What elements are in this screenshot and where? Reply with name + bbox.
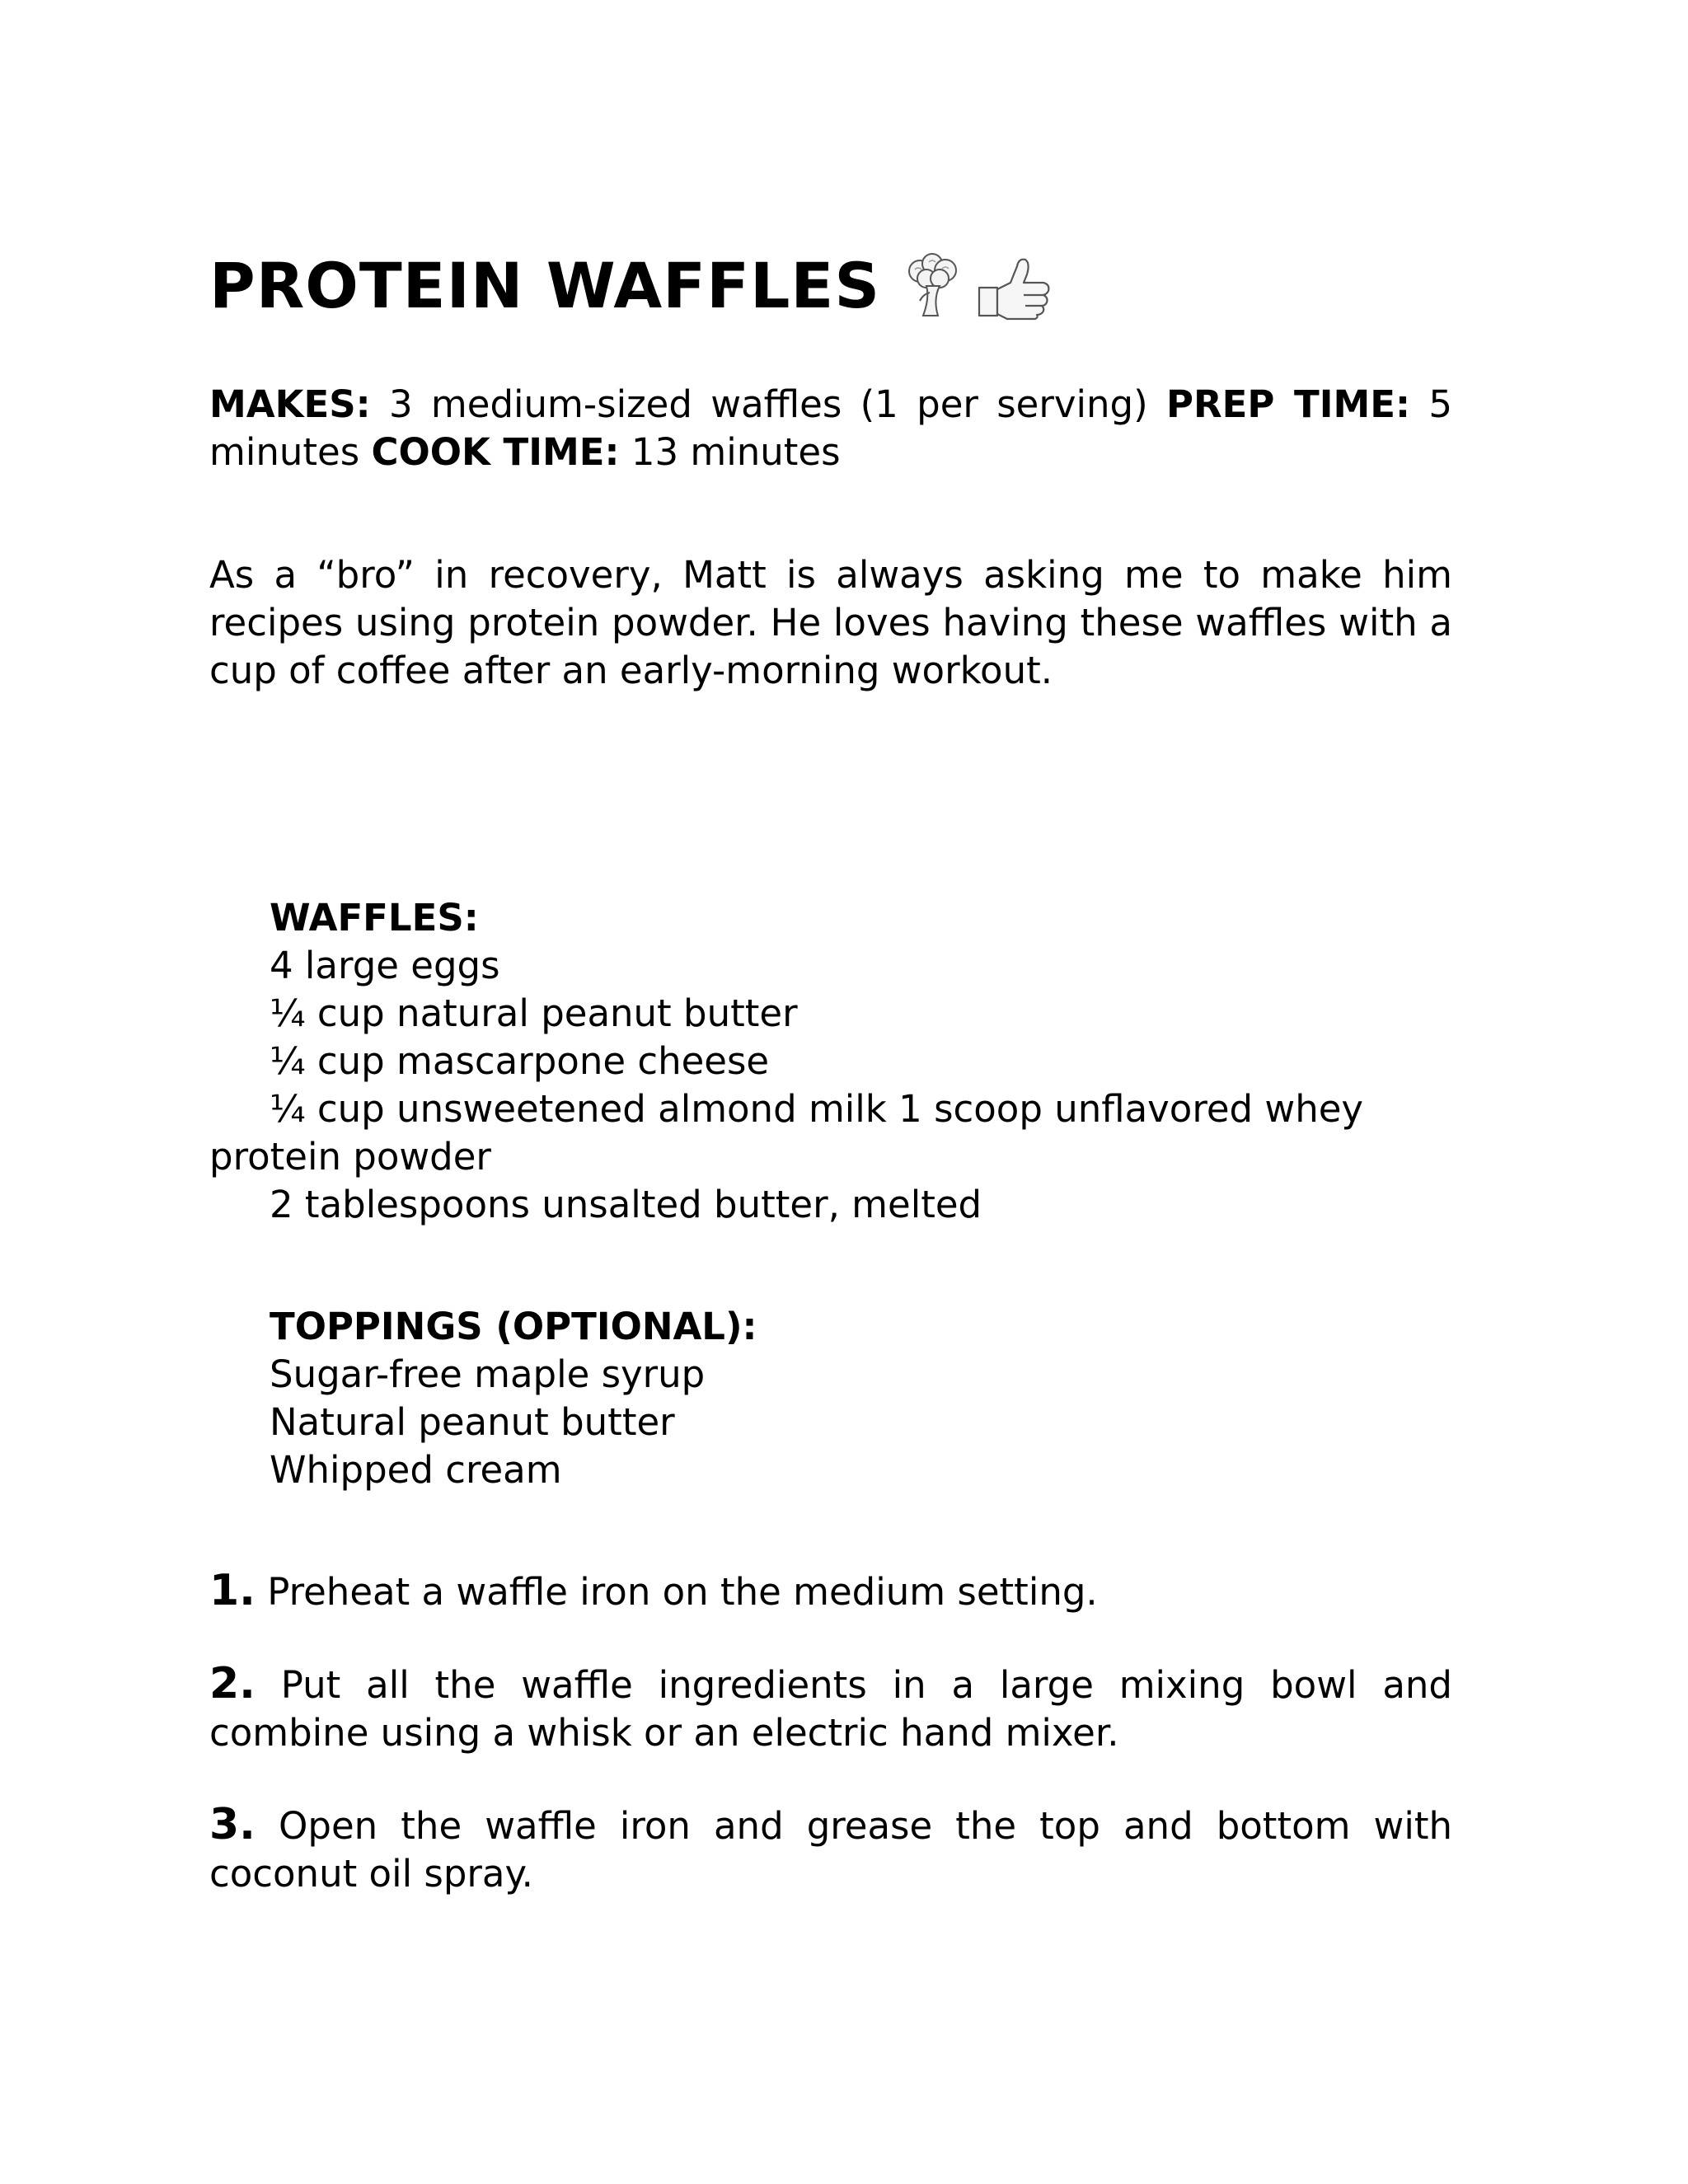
step-number: 2. [209,1659,256,1708]
recipe-intro: As a “bro” in recovery, Matt is always asking me to make him recipes using protein powder. He loves having these waffles with a cup of coffee after an early-morning workout. [209,553,1452,692]
makes-value: 3 medium-sized waffles (1 per serving) [388,382,1148,426]
instruction-step [209,1660,1452,1757]
toppings-ingredients [209,1303,1452,1494]
thumbs-up-icon [974,251,1053,321]
ingredient-item: 2 tablespoons unsalted butter, melted [270,1183,982,1226]
broccoli-icon [902,253,963,319]
prep-time-label: PREP TIME: [1166,382,1411,426]
ingredient-item: 4 large eggs [270,944,500,987]
waffles-heading: WAFFLES: [270,896,479,940]
topping-item: Natural peanut butter [270,1400,675,1444]
cook-time-label: COOK TIME: [371,430,620,474]
instruction-step [209,1567,1452,1616]
step-number: 3. [209,1800,256,1849]
step-text: Preheat a waffle iron on the medium setting. [267,1570,1098,1614]
topping-item: Whipped cream [270,1448,562,1492]
step-number: 1. [209,1566,256,1615]
makes-label: MAKES: [209,382,371,426]
cook-time-value: 13 minutes [631,430,841,474]
ingredient-item: ¼ cup mascarpone cheese [270,1039,770,1083]
prep-time-value: 5 minutes [209,382,1452,474]
step-text: Put all the waffle ingredients in a large mixing bowl and combine using a whisk or an electric hand mixer. [209,1663,1452,1755]
ingredient-item: ¼ cup natural peanut butter [270,991,798,1035]
step-text: Open the waffle iron and grease the top and bottom with coconut oil spray. [209,1804,1452,1896]
toppings-heading: TOPPINGS (OPTIONAL): [270,1305,757,1348]
recipe-title [209,251,1053,321]
recipe-title-text: PROTEIN WAFFLES [209,249,881,322]
title-icons [902,251,1053,321]
instruction-step [209,1801,1452,1898]
ingredient-item: ¼ cup unsweetened almond milk 1 scoop unflavored whey protein powder [209,1087,1364,1179]
waffles-ingredients [209,894,1452,1229]
topping-item: Sugar-free maple syrup [270,1352,706,1396]
recipe-meta [209,381,1452,476]
